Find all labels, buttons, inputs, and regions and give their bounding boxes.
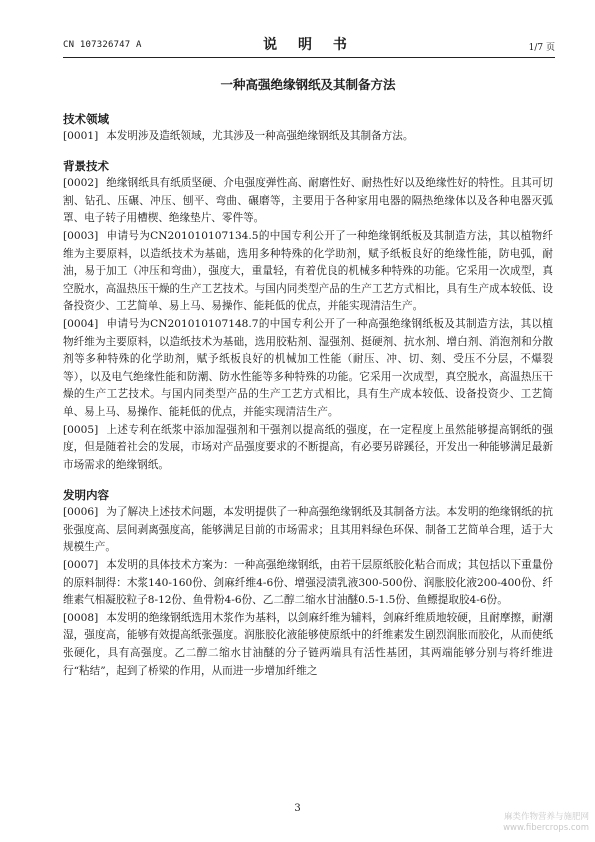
- watermark-url: www.fibercrops.com: [503, 823, 589, 833]
- document-body: [63, 76, 553, 680]
- paragraph-number: [0002]: [63, 177, 99, 190]
- paragraph: [63, 610, 553, 680]
- paragraph-text: 本发明的绝缘钢纸选用木浆作为基料，以剑麻纤维为辅料，剑麻纤维质地较硬，且耐摩擦，耐潮湿，强度高，能够有效提高纸张强度。润胀胶化液能够使原纸中的纤维素发生剧烈润胀而胶化，从而使纸张硬化，具有高强度。乙二醇二缩水甘油醚的分子链两端具有活性基团，其两端能够分别与将纤维进行“粘结”，起到了桥梁的作用，从而进一步增加纤维之: [63, 611, 553, 677]
- watermark-site-name: 麻类作物营养与施肥网: [503, 812, 589, 822]
- paragraph-number: [0003]: [63, 229, 99, 242]
- header-divider: [63, 57, 555, 58]
- watermark: [503, 812, 589, 834]
- page-count: 1/7 页: [528, 43, 555, 53]
- paragraph: [63, 557, 553, 610]
- paragraph-text: 申请号为CN201010107148.7的中国专利公开了一种高强绝缘钢纸板及其制造方法，其以植物纤维为主要原料，以造纸技术为基础，选用胶粘剂、湿强剂、挺硬剂、抗水剂、增白剂、消泡剂和分散剂等多种特殊的化学助剂，赋予纸板良好的机械加工性能（耐压、冲、切、刻、受压不分层，不爆裂等），以及电气绝缘性能和防潮、防水性能等多种特殊的功能。它采用一次成型，真空脱水，高温热压干燥的生产工艺技术。与国内同类型产品的生产工艺方式相比，具有生产成本较低、设备投资少、工艺简单、易上马、易操作、能耗低的优点，并能实现清洁生产。: [63, 317, 553, 418]
- paragraph: [63, 422, 553, 475]
- paragraph: [63, 228, 553, 316]
- section-heading-technical-field: 技术领域: [63, 111, 109, 126]
- paragraph-number: [0008]: [63, 611, 99, 624]
- section-heading-background: 背景技术: [63, 159, 109, 174]
- document-title: 一种高强绝缘钢纸及其制备方法: [220, 77, 396, 92]
- paragraph: [63, 175, 553, 228]
- paragraph-text: 上述专利在纸浆中添加湿强剂和干强剂以提高纸的强度，在一定程度上虽然能够提高钢纸的强度，但是随着社会的发展，市场对产品强度要求的不断提高，有必要另辟蹊径，开发出一种能够满足最新市场需求的绝缘钢纸。: [63, 423, 553, 471]
- paragraph-text: 本发明涉及造纸领域，尤其涉及一种高强绝缘钢纸及其制备方法。: [106, 129, 414, 142]
- paragraph-number: [0004]: [63, 317, 99, 330]
- paragraph: [63, 504, 553, 557]
- paragraph-text: 绝缘钢纸具有纸质坚硬、介电强度弹性高、耐磨性好、耐热性好以及绝缘性好的特性。且其可切割、钻孔、压碾、冲压、刨平、弯曲、碾磨等，主要用于各种家用电器的隔热绝缘体以及各种电器灭弧罩、电子转子用槽楔、绝缘垫片、零件等。: [63, 177, 553, 225]
- section-heading-summary: 发明内容: [63, 488, 109, 503]
- paragraph-text: 为了解决上述技术问题，本发明提供了一种高强绝缘钢纸及其制备方法。本发明的绝缘钢纸的抗张强度高、层间剥离强度高，能够满足目前的市场需求；且其用料绿色环保、制备工艺简单合理，适于大规模生产。: [63, 506, 553, 554]
- page-header: [63, 34, 555, 54]
- paragraph-text: 申请号为CN201010107134.5的中国专利公开了一种绝缘钢纸板及其制造方法，其以植物纤维为主要原料，以造纸技术为基础，选用多种特殊的化学助剂，赋予纸板良好的绝缘性能，防电弧，耐油，易于加工（冲压和弯曲），强度大，重量轻，有着优良的机械多种特殊的功能。它采用一次成型，真空脱水，高温热压干燥的生产工艺技术。与国内同类型产品的生产工艺方式相比，具有生产成本较低、设备投资少、工艺简单、易上马、易操作、能耗低的优点，并能实现清洁生产。: [63, 229, 553, 313]
- doc-number: CN 107326747 A: [63, 40, 142, 50]
- paragraph-number: [0006]: [63, 506, 99, 519]
- paragraph-number: [0001]: [63, 129, 99, 142]
- page-number: 3: [294, 803, 301, 814]
- paragraph: [63, 128, 553, 146]
- paragraph-text: 本发明的具体技术方案为：一种高强绝缘钢纸，由若干层原纸胶化粘合而成；其包括以下重量份的原料制得：木浆140-160份、剑麻纤维4-6份、增强浸渍乳液300-500份、润胀胶化液200-400份、纤维素气相凝胶粒子8-12份、鱼骨粉4-6份、乙二醇二缩水甘油醚0.5-1.5份、鱼鳔提取胶4-6份。: [63, 559, 553, 607]
- paragraph: [63, 316, 553, 422]
- doc-type-title: 说 明 书: [263, 37, 355, 53]
- paragraph-number: [0005]: [63, 423, 99, 436]
- paragraph-number: [0007]: [63, 559, 99, 572]
